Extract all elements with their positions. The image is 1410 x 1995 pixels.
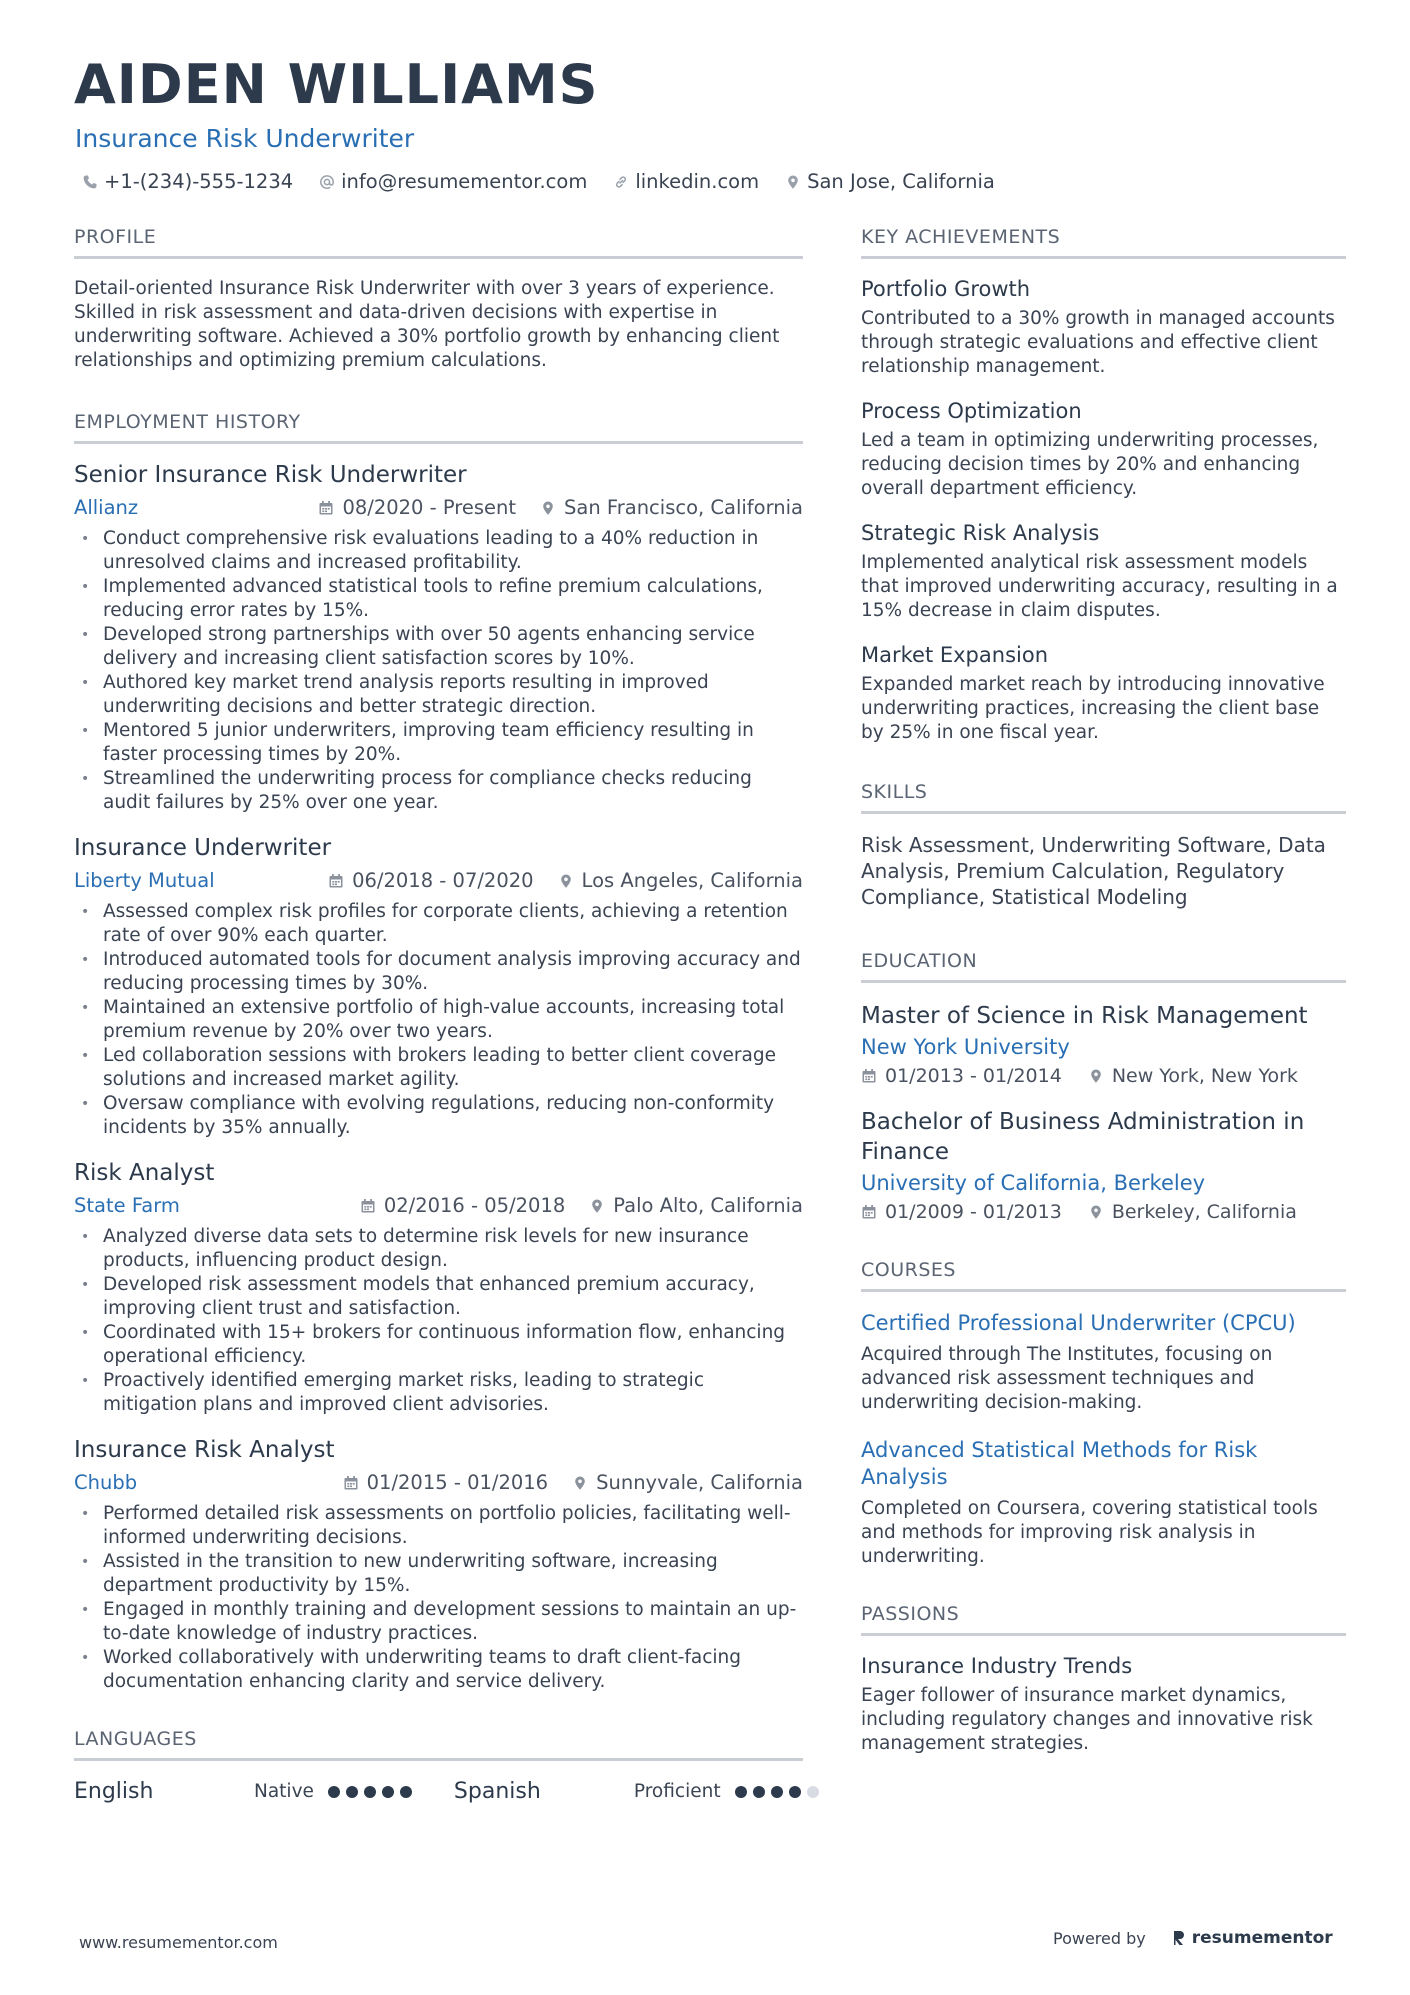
- languages-section: [74, 1728, 803, 1804]
- achievement-title: Process Optimization: [861, 399, 1082, 423]
- profile-text: Detail-oriented Insurance Risk Underwriter with over 3 years of experience. Skilled in risk assessment and data-driven decisions with expertise in underwriting software. Achieved a 30% portfolio growth by enhancing client relationships and optimizing premium calculations.: [74, 278, 780, 371]
- job-bullet: • Engaged in monthly training and development sessions to maintain an up-to-date knowledge of industry practices.: [74, 1598, 803, 1646]
- rating-dot-empty: [807, 1786, 819, 1798]
- achievements-section: [861, 226, 1346, 745]
- job-entry: [74, 1160, 803, 1417]
- calendar-icon: [861, 1204, 877, 1220]
- calendar-icon: [328, 873, 344, 889]
- education-section: [861, 950, 1346, 1223]
- contact-location-text: San Jose, California: [807, 170, 995, 193]
- job-bullets: [74, 527, 803, 815]
- education-dates-text: 01/2009 - 01/2013: [885, 1201, 1062, 1223]
- job-entry: [74, 835, 803, 1140]
- job-location-text: Sunnyvale, California: [596, 1471, 803, 1494]
- contact-bar: [82, 170, 995, 193]
- job-location: [540, 496, 803, 519]
- location-pin-icon: [1088, 1204, 1104, 1220]
- job-company: Allianz: [74, 496, 139, 519]
- job-dates: [318, 496, 516, 519]
- rating-dot-filled: [328, 1786, 340, 1798]
- courses-section: [861, 1259, 1346, 1569]
- achievements-heading: KEY ACHIEVEMENTS: [861, 226, 1346, 259]
- job-company: State Farm: [74, 1194, 180, 1217]
- job-bullet: • Streamlined the underwriting process for compliance checks reducing audit failures by 25% over one year.: [74, 767, 803, 815]
- employment-section: [74, 411, 803, 1694]
- job-bullet: • Performed detailed risk assessments on portfolio policies, facilitating well-informed underwriting decisions.: [74, 1502, 803, 1550]
- achievement-item: [861, 643, 1346, 745]
- language-item: [454, 1779, 819, 1804]
- education-meta: [861, 1201, 1346, 1223]
- skills-section: [861, 781, 1346, 910]
- courses-heading: COURSES: [861, 1259, 1346, 1292]
- education-heading: EDUCATION: [861, 950, 1346, 983]
- job-bullet: • Authored key market trend analysis reports resulting in improved underwriting decisions and better strategic direction.: [74, 671, 803, 719]
- languages-list: [74, 1779, 803, 1804]
- contact-linkedin-text: linkedin.com: [635, 170, 760, 193]
- languages-heading: LANGUAGES: [74, 1728, 803, 1761]
- job-bullet: • Mentored 5 junior underwriters, improving team efficiency resulting in faster processing times by 20%.: [74, 719, 803, 767]
- job-entry: [74, 462, 803, 815]
- job-meta: [74, 1471, 803, 1494]
- contact-email-text: info@resumementor.com: [341, 170, 588, 193]
- right-column: [861, 226, 1346, 1776]
- achievement-text: Led a team in optimizing underwriting processes, reducing decision times by 20% and enhancing overall department efficiency.: [861, 430, 1319, 499]
- job-title: Risk Analyst: [74, 1160, 215, 1186]
- candidate-name: AIDEN WILLIAMS: [74, 53, 599, 116]
- job-bullets: [74, 1502, 803, 1694]
- job-meta: [74, 1194, 803, 1217]
- profile-heading: PROFILE: [74, 226, 803, 259]
- education-meta: [861, 1065, 1346, 1087]
- job-dates-text: 06/2018 - 07/2020: [352, 869, 534, 892]
- contact-email[interactable]: [319, 170, 587, 193]
- employment-heading: EMPLOYMENT HISTORY: [74, 411, 803, 444]
- achievement-text: Contributed to a 30% growth in managed accounts through strategic evaluations and effective client relationship management.: [861, 308, 1335, 377]
- education-dates: [861, 1065, 1062, 1087]
- contact-phone[interactable]: [82, 170, 293, 193]
- footer-website[interactable]: www.resumementor.com: [79, 1933, 278, 1952]
- location-pin-icon: [1088, 1068, 1104, 1084]
- job-bullet: • Worked collaboratively with underwriting teams to draft client-facing documentation enhancing clarity and service delivery.: [74, 1646, 803, 1694]
- education-school: New York University: [861, 1035, 1070, 1059]
- passion-text: Eager follower of insurance market dynamics, including regulatory changes and innovative risk management strategies.: [861, 1685, 1313, 1754]
- course-item: [861, 1310, 1346, 1415]
- language-level: Proficient: [633, 1781, 721, 1802]
- job-bullet: • Oversaw compliance with evolving regulations, reducing non-conformity incidents by 35% annually.: [74, 1092, 803, 1140]
- education-degree: Master of Science in Risk Management: [861, 1003, 1308, 1029]
- achievement-item: [861, 521, 1346, 623]
- passions-heading: PASSIONS: [861, 1603, 1346, 1636]
- course-title: Certified Professional Underwriter (CPCU): [861, 1311, 1296, 1335]
- candidate-title: Insurance Risk Underwriter: [75, 124, 415, 153]
- job-dates-text: 01/2015 - 01/2016: [366, 1471, 549, 1494]
- job-bullet: • Assessed complex risk profiles for corporate clients, achieving a retention rate of over 90% each quarter.: [74, 900, 803, 948]
- resumementor-logo-icon: [1172, 1929, 1186, 1947]
- contact-linkedin[interactable]: [613, 170, 759, 193]
- achievement-text: Implemented analytical risk assessment models that improved underwriting accuracy, resulting in a 15% decrease in claim disputes.: [861, 552, 1338, 621]
- education-item: [861, 1001, 1346, 1087]
- brand-name: resumementor: [1191, 1928, 1333, 1948]
- language-item: [74, 1779, 454, 1804]
- job-meta: [74, 869, 803, 892]
- job-bullet: • Conduct comprehensive risk evaluations leading to a 40% reduction in unresolved claims and increased profitability.: [74, 527, 803, 575]
- rating-dot-filled: [364, 1786, 376, 1798]
- rating-dot-filled: [400, 1786, 412, 1798]
- job-dates: [343, 1471, 548, 1494]
- education-degree: Bachelor of Business Administration in Finance: [861, 1109, 1305, 1165]
- job-bullets: [74, 900, 803, 1140]
- link-icon: [613, 174, 629, 190]
- contact-location: [785, 170, 995, 193]
- job-bullets: [74, 1225, 803, 1417]
- passion-item: [861, 1654, 1346, 1756]
- achievement-item: [861, 277, 1346, 379]
- job-location: [558, 869, 803, 892]
- achievement-text: Expanded market reach by introducing innovative underwriting practices, increasing the client base by 25% in one fiscal year.: [861, 674, 1325, 743]
- footer-powered: [1053, 1928, 1333, 1948]
- language-rating: [328, 1786, 412, 1798]
- achievement-title: Market Expansion: [861, 643, 1049, 667]
- job-bullet: • Led collaboration sessions with brokers leading to better client coverage solutions and increased market agility.: [74, 1044, 803, 1092]
- achievement-title: Strategic Risk Analysis: [861, 521, 1100, 545]
- job-bullet: • Maintained an extensive portfolio of high-value accounts, increasing total premium revenue by 20% over two years.: [74, 996, 803, 1044]
- rating-dot-filled: [789, 1786, 801, 1798]
- job-bullet: • Coordinated with 15+ brokers for continuous information flow, enhancing operational efficiency.: [74, 1321, 803, 1369]
- job-bullet: • Introduced automated tools for document analysis improving accuracy and reducing processing times by 30%.: [74, 948, 803, 996]
- calendar-icon: [360, 1198, 376, 1214]
- job-title: Senior Insurance Risk Underwriter: [74, 462, 467, 488]
- course-title: Advanced Statistical Methods for Risk Analysis: [861, 1438, 1258, 1489]
- passion-title: Insurance Industry Trends: [861, 1654, 1133, 1678]
- job-meta: [74, 496, 803, 519]
- brand-logo[interactable]: [1172, 1928, 1333, 1948]
- job-bullet: • Assisted in the transition to new underwriting software, increasing department productivity by 15%.: [74, 1550, 803, 1598]
- job-location-text: San Francisco, California: [564, 496, 803, 519]
- language-name: Spanish: [453, 1779, 541, 1804]
- at-sign-icon: [319, 174, 335, 190]
- calendar-icon: [318, 500, 334, 516]
- job-dates-text: 08/2020 - Present: [342, 496, 517, 519]
- course-item: [861, 1437, 1346, 1569]
- job-bullet: • Proactively identified emerging market risks, leading to strategic mitigation plans and improved client advisories.: [74, 1369, 803, 1417]
- course-text: Acquired through The Institutes, focusing on advanced risk assessment techniques and underwriting decision-making.: [861, 1344, 1273, 1413]
- education-location: [1088, 1201, 1297, 1223]
- education-location-text: Berkeley, California: [1111, 1201, 1297, 1223]
- passions-section: [861, 1603, 1346, 1756]
- phone-icon: [82, 174, 98, 190]
- education-school: University of California, Berkeley: [861, 1171, 1206, 1195]
- rating-dot-filled: [735, 1786, 747, 1798]
- powered-by-label: Powered by: [1053, 1928, 1146, 1948]
- rating-dot-filled: [382, 1786, 394, 1798]
- education-dates: [861, 1201, 1062, 1223]
- location-pin-icon: [540, 500, 556, 516]
- job-dates-text: 02/2016 - 05/2018: [383, 1194, 566, 1217]
- education-location-text: New York, New York: [1111, 1065, 1298, 1087]
- job-location-text: Los Angeles, California: [581, 869, 803, 892]
- contact-phone-text: +1-(234)-555-1234: [104, 170, 294, 193]
- job-location-text: Palo Alto, California: [613, 1194, 803, 1217]
- location-pin-icon: [572, 1475, 588, 1491]
- job-entry: [74, 1437, 803, 1694]
- left-column: [74, 226, 803, 1804]
- language-rating: [735, 1786, 819, 1798]
- course-text: Completed on Coursera, covering statistical tools and methods for improving risk analysis in underwriting.: [861, 1498, 1318, 1567]
- education-dates-text: 01/2013 - 01/2014: [885, 1065, 1062, 1087]
- calendar-icon: [343, 1475, 359, 1491]
- education-item: [861, 1107, 1346, 1223]
- achievement-item: [861, 399, 1346, 501]
- education-location: [1088, 1065, 1298, 1087]
- rating-dot-filled: [771, 1786, 783, 1798]
- job-location: [572, 1471, 803, 1494]
- job-company: Liberty Mutual: [74, 869, 215, 892]
- job-location: [589, 1194, 803, 1217]
- achievement-title: Portfolio Growth: [861, 277, 1031, 301]
- job-dates: [328, 869, 533, 892]
- job-bullet: • Analyzed diverse data sets to determine risk levels for new insurance products, influencing product design.: [74, 1225, 803, 1273]
- job-dates: [360, 1194, 565, 1217]
- profile-section: [74, 226, 803, 373]
- job-company: Chubb: [74, 1471, 138, 1494]
- location-pin-icon: [589, 1198, 605, 1214]
- rating-dot-filled: [346, 1786, 358, 1798]
- location-pin-icon: [558, 873, 574, 889]
- language-name: English: [74, 1779, 154, 1804]
- location-pin-icon: [785, 174, 801, 190]
- skills-text: Risk Assessment, Underwriting Software, Data Analysis, Premium Calculation, Regulatory Compliance, Statistical Modeling: [861, 833, 1326, 909]
- job-bullet: • Developed strong partnerships with over 50 agents enhancing service delivery and increasing client satisfaction scores by 10%.: [74, 623, 803, 671]
- job-title: Insurance Underwriter: [74, 835, 332, 861]
- job-title: Insurance Risk Analyst: [74, 1437, 335, 1463]
- job-bullet: • Developed risk assessment models that enhanced premium accuracy, improving client trust and satisfaction.: [74, 1273, 803, 1321]
- rating-dot-filled: [753, 1786, 765, 1798]
- calendar-icon: [861, 1068, 877, 1084]
- skills-heading: SKILLS: [861, 781, 1346, 814]
- language-level: Native: [254, 1781, 314, 1802]
- job-bullet: • Implemented advanced statistical tools to refine premium calculations, reducing error rates by 15%.: [74, 575, 803, 623]
